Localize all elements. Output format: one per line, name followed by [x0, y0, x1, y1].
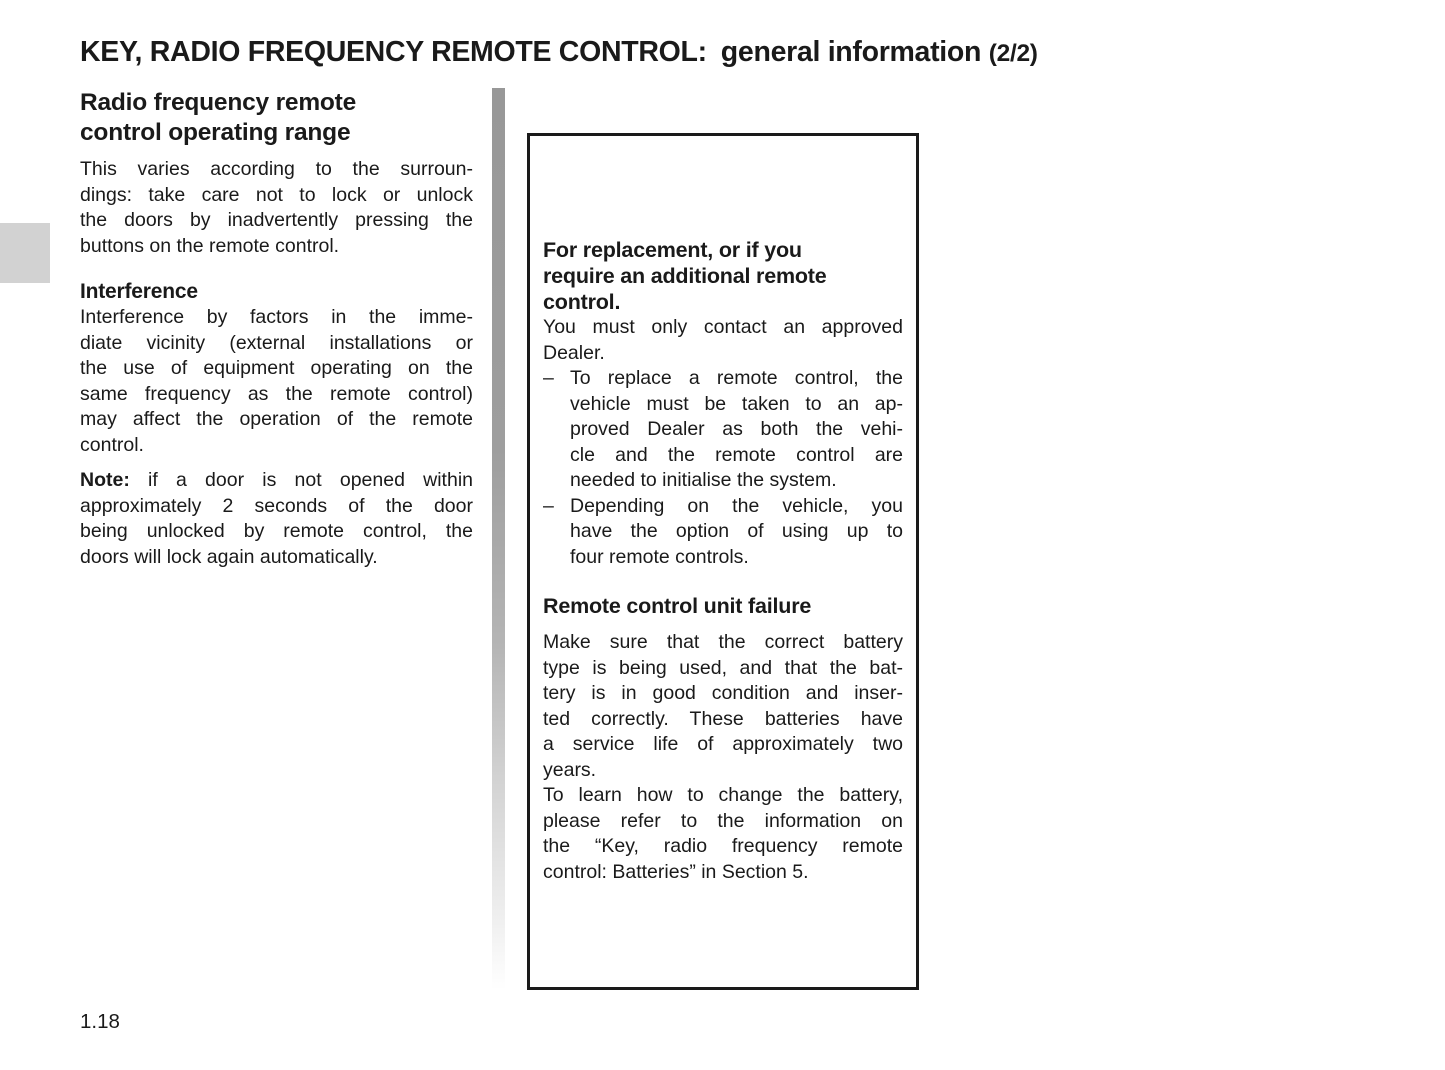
bullet-text: To replace a remote control, the vehicle must be taken to an ap- proved Dealer as both the vehi- cle and the remote control are needed to initialise the system. — [570, 367, 903, 491]
failure-heading: Remote control unit failure — [543, 594, 812, 618]
column-divider-bar — [492, 88, 505, 990]
replacement-bullet-list — [543, 366, 903, 570]
bullet-dash: – — [543, 367, 554, 389]
note-paragraph: Note: if a door is not opened within approximately 2 seconds of the door being unlocked by remote control, the doors will lock again automatically. — [80, 469, 473, 568]
operating-range-heading: Radio frequency remote control operating range — [80, 89, 357, 146]
failure-paragraph-2: To learn how to change the battery, please refer to the information on the “Key, radio frequency remote control: Batteries” in Section 5. — [543, 784, 903, 883]
page-number: 1.18 — [80, 1010, 120, 1033]
replacement-heading: For replacement, or if you require an additional remote control. — [543, 238, 827, 314]
replacement-info-box — [527, 133, 919, 990]
replacement-intro: You must only contact an approved Dealer. — [543, 316, 903, 364]
page-title-indicator: (2/2) — [988, 40, 1038, 67]
page-title — [80, 36, 1038, 69]
left-column — [80, 88, 473, 570]
bullet-item — [543, 366, 903, 494]
page-title-main: KEY, RADIO FREQUENCY REMOTE CONTROL: — [80, 36, 707, 68]
interference-paragraph: Interference by factors in the imme- diate vicinity (external installations or the use of equipment operating on the same frequency as the remote control) may affect the operation of the remote control. — [80, 306, 473, 456]
page-title-subtitle: general information — [720, 36, 982, 68]
bullet-dash: – — [543, 494, 554, 517]
operating-range-paragraph: This varies according to the surroun- dings: take care not to lock or unlock the doors by inadvertently pressing the buttons on the remote control. — [80, 158, 473, 257]
interference-heading: Interference — [80, 280, 198, 303]
bullet-text: Depending on the vehicle, you have the option of using up to four remote controls. — [570, 494, 903, 568]
bullet-item — [543, 494, 903, 571]
section-accent-square — [0, 223, 50, 283]
failure-paragraph-1: Make sure that the correct battery type is being used, and that the bat- tery is in good condition and inser- ted correctly. These batteries have a service life of approximately two years. — [543, 631, 903, 781]
